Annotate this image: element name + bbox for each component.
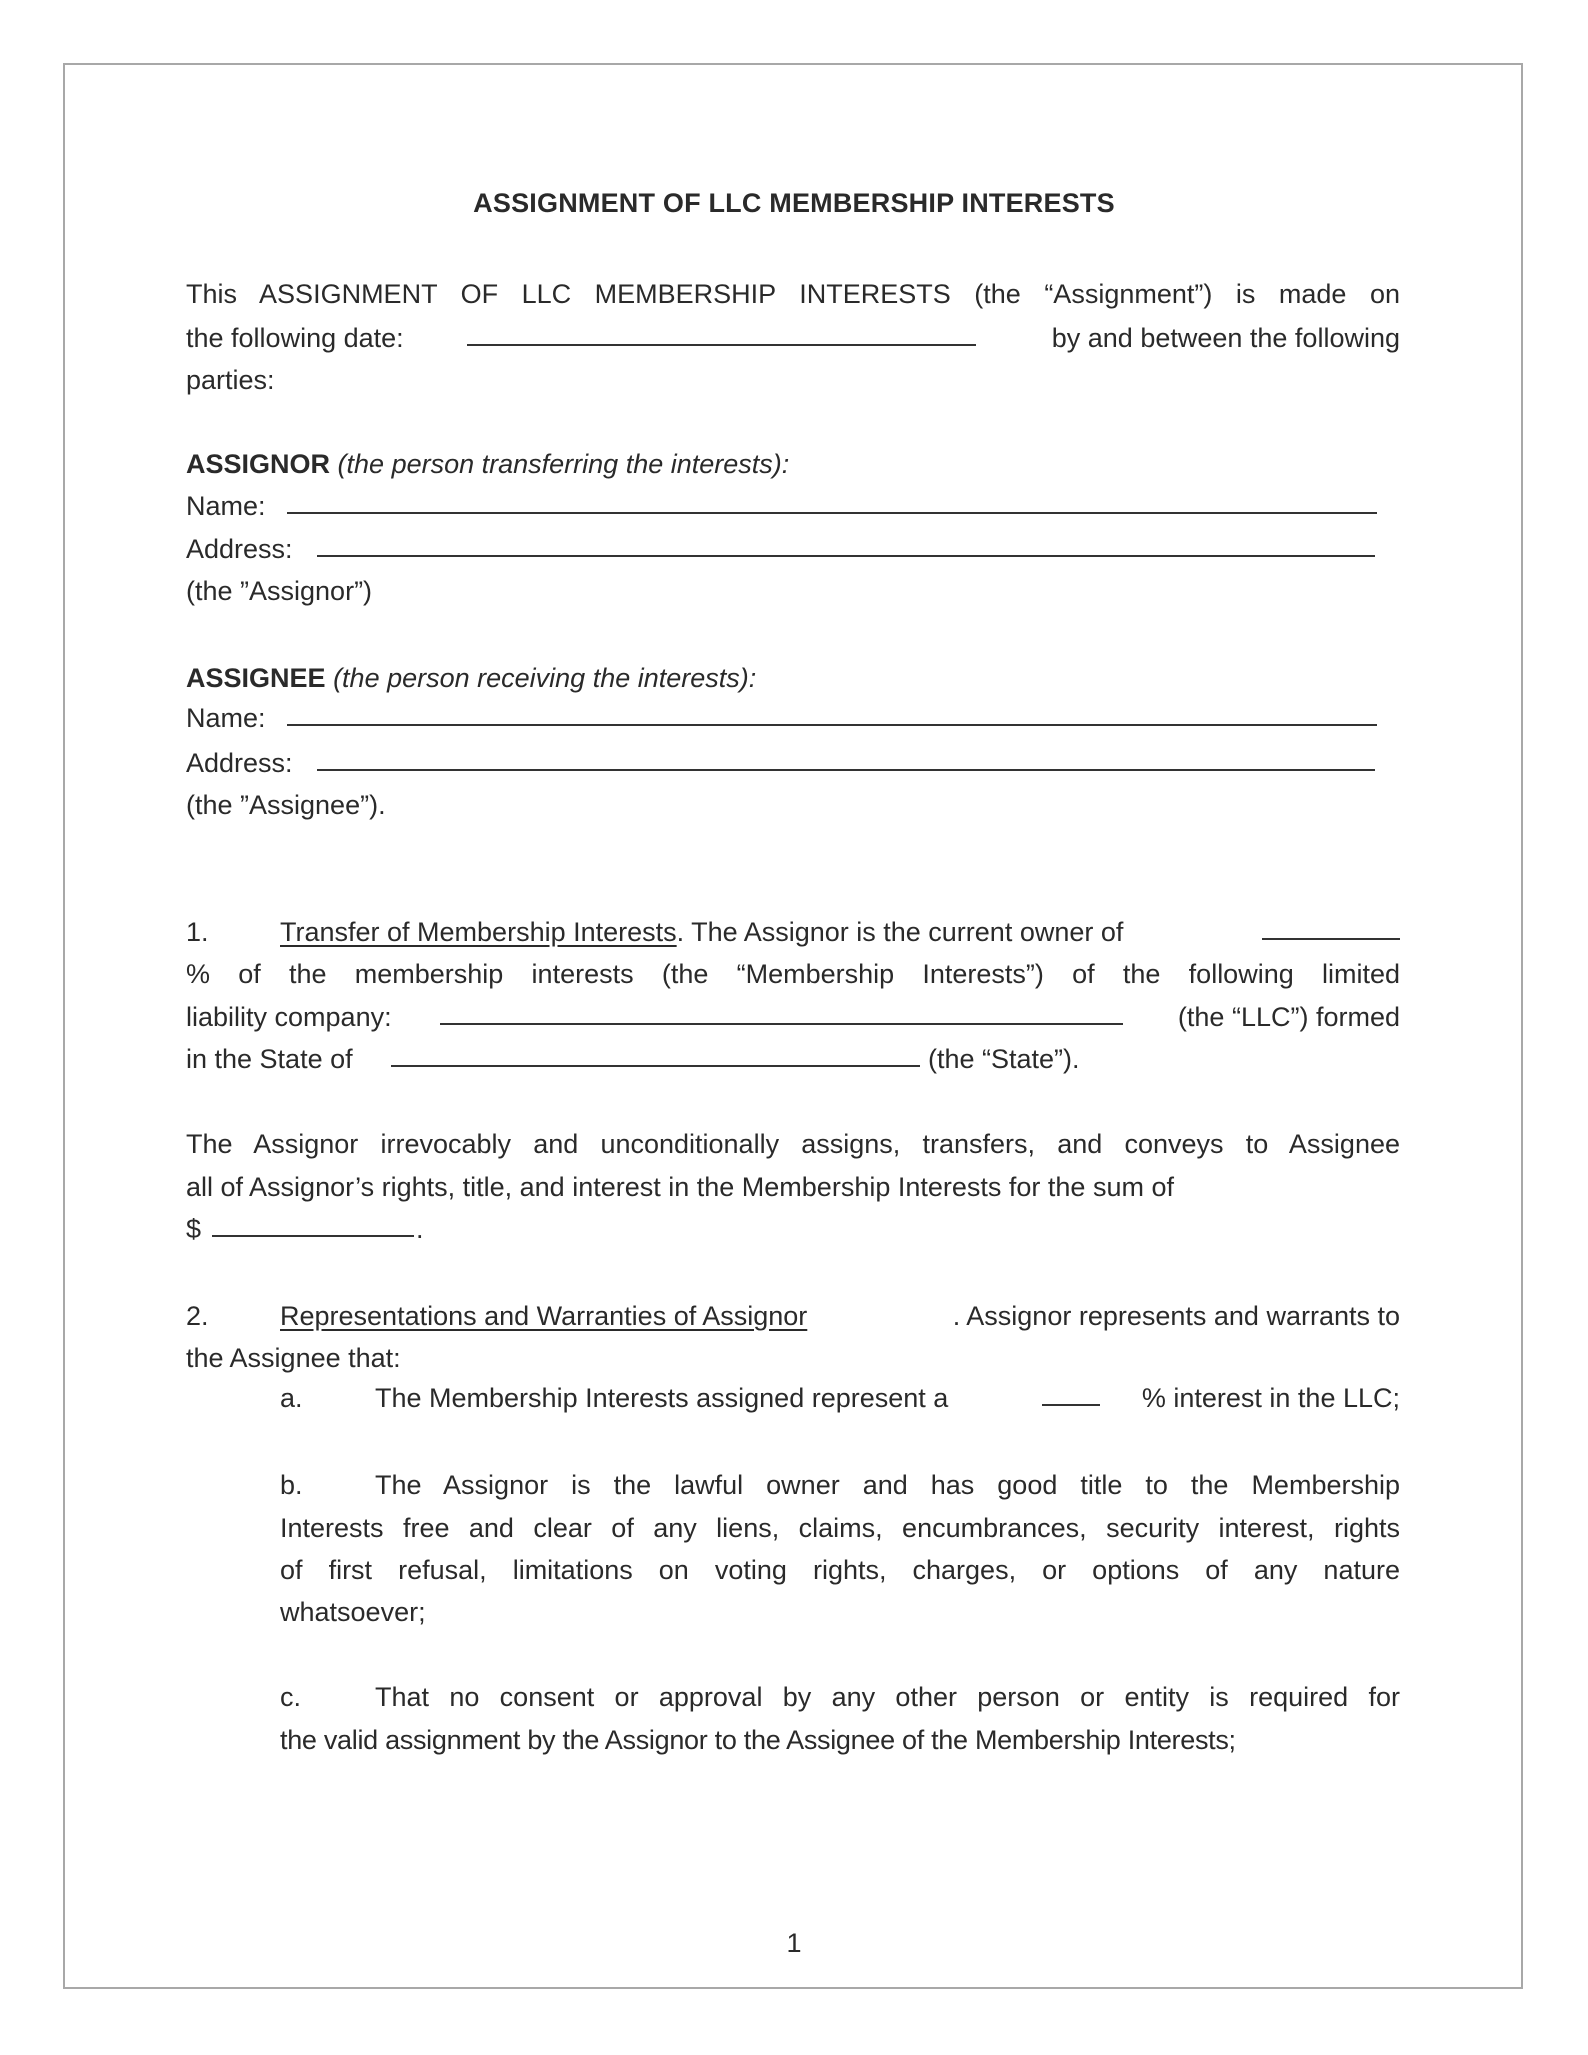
item-text: The Assignor is the lawful owner and has good title to the Membership: [375, 1470, 1400, 1500]
section-text: (the “State”).: [928, 1044, 1080, 1074]
section-text: . Assignor represents and warrants to: [952, 1301, 1400, 1331]
period: .: [416, 1214, 424, 1244]
item-line: of first refusal, limitations on voting rights, charges, or options of any nature: [280, 1555, 1400, 1585]
section-2-line: [186, 1296, 1400, 1336]
section-1-line: [186, 1209, 1400, 1249]
item-line: the valid assignment by the Assignor to the Assignee of the Membership Interests;: [280, 1725, 1236, 1755]
sum-blank[interactable]: [212, 1209, 414, 1237]
llc-label: liability company:: [186, 1002, 392, 1032]
section-1-line: [186, 997, 1400, 1037]
state-blank[interactable]: [391, 1039, 920, 1067]
state-label: in the State of: [186, 1044, 353, 1074]
item-line: [280, 1465, 1400, 1505]
assignee-name-row: [186, 698, 1400, 738]
section-1-line: [186, 1039, 1400, 1079]
intro-line: [186, 318, 1400, 358]
item-text: % interest in the LLC;: [1141, 1383, 1400, 1413]
section-2-line: the Assignee that:: [186, 1343, 401, 1373]
page-number: 1: [786, 1928, 802, 1958]
date-blank[interactable]: [467, 318, 976, 346]
name-label: Name:: [186, 703, 266, 733]
address-label: Address:: [186, 748, 293, 778]
assignor-address-blank[interactable]: [317, 529, 1375, 557]
item-label: b.: [280, 1470, 303, 1500]
assignee-address-row: [186, 743, 1400, 783]
date-label: the following date:: [186, 323, 404, 353]
assignor-note: (the person transferring the interests):: [337, 449, 790, 479]
ownership-percent-blank[interactable]: [1262, 912, 1400, 940]
section-1-line: % of the membership interests (the “Membership Interests”) of the following limited: [186, 959, 1400, 989]
address-label: Address:: [186, 534, 293, 564]
assignor-label: ASSIGNOR: [186, 449, 331, 479]
section-text: (the “LLC”) formed: [1177, 1002, 1400, 1032]
section-number: 1.: [186, 917, 209, 947]
assignor-heading: [186, 444, 1400, 484]
intro-line: parties:: [186, 365, 275, 395]
item-label: a.: [280, 1383, 303, 1413]
section-heading: Representations and Warranties of Assignor: [280, 1301, 808, 1331]
assignor-address-row: [186, 529, 1400, 569]
assignee-heading: [186, 658, 1400, 698]
assignor-name-row: [186, 486, 1400, 526]
section-heading: Transfer of Membership Interests: [280, 917, 677, 947]
item-text: That no consent or approval by any other person or entity is required for: [375, 1682, 1400, 1712]
section-1-line: all of Assignor’s rights, title, and interest in the Membership Interests for the sum of: [186, 1172, 1174, 1202]
assignor-closing: (the ”Assignor”): [186, 576, 373, 606]
document-title: ASSIGNMENT OF LLC MEMBERSHIP INTERESTS: [473, 188, 1115, 218]
assignee-name-blank[interactable]: [287, 698, 1377, 726]
assignee-note: (the person receiving the interests):: [333, 663, 757, 693]
assignee-closing: (the ”Assignee”).: [186, 790, 386, 820]
item-line: whatsoever;: [280, 1597, 426, 1627]
list-item-a: [280, 1378, 1400, 1418]
llc-name-blank[interactable]: [440, 997, 1123, 1025]
assignor-name-blank[interactable]: [287, 486, 1377, 514]
section-1-line: [186, 912, 1400, 952]
name-label: Name:: [186, 491, 266, 521]
section-1-line: The Assignor irrevocably and unconditionally assigns, transfers, and conveys to Assignee: [186, 1129, 1400, 1159]
section-text: . The Assignor is the current owner of: [676, 917, 1124, 947]
item-text: The Membership Interests assigned represent a: [375, 1383, 949, 1413]
intro-line: This ASSIGNMENT OF LLC MEMBERSHIP INTERESTS (the “Assignment”) is made on: [186, 279, 1400, 309]
section-number: 2.: [186, 1301, 209, 1331]
item-line: Interests free and clear of any liens, claims, encumbrances, security interest, rights: [280, 1513, 1400, 1543]
dollar-sign: $: [186, 1214, 202, 1244]
assignee-label: ASSIGNEE: [186, 663, 326, 693]
assignee-address-blank[interactable]: [317, 743, 1375, 771]
interest-percent-blank[interactable]: [1042, 1378, 1100, 1406]
intro-text: by and between the following: [1051, 323, 1400, 353]
item-label: c.: [280, 1682, 302, 1712]
item-line: [280, 1677, 1400, 1717]
